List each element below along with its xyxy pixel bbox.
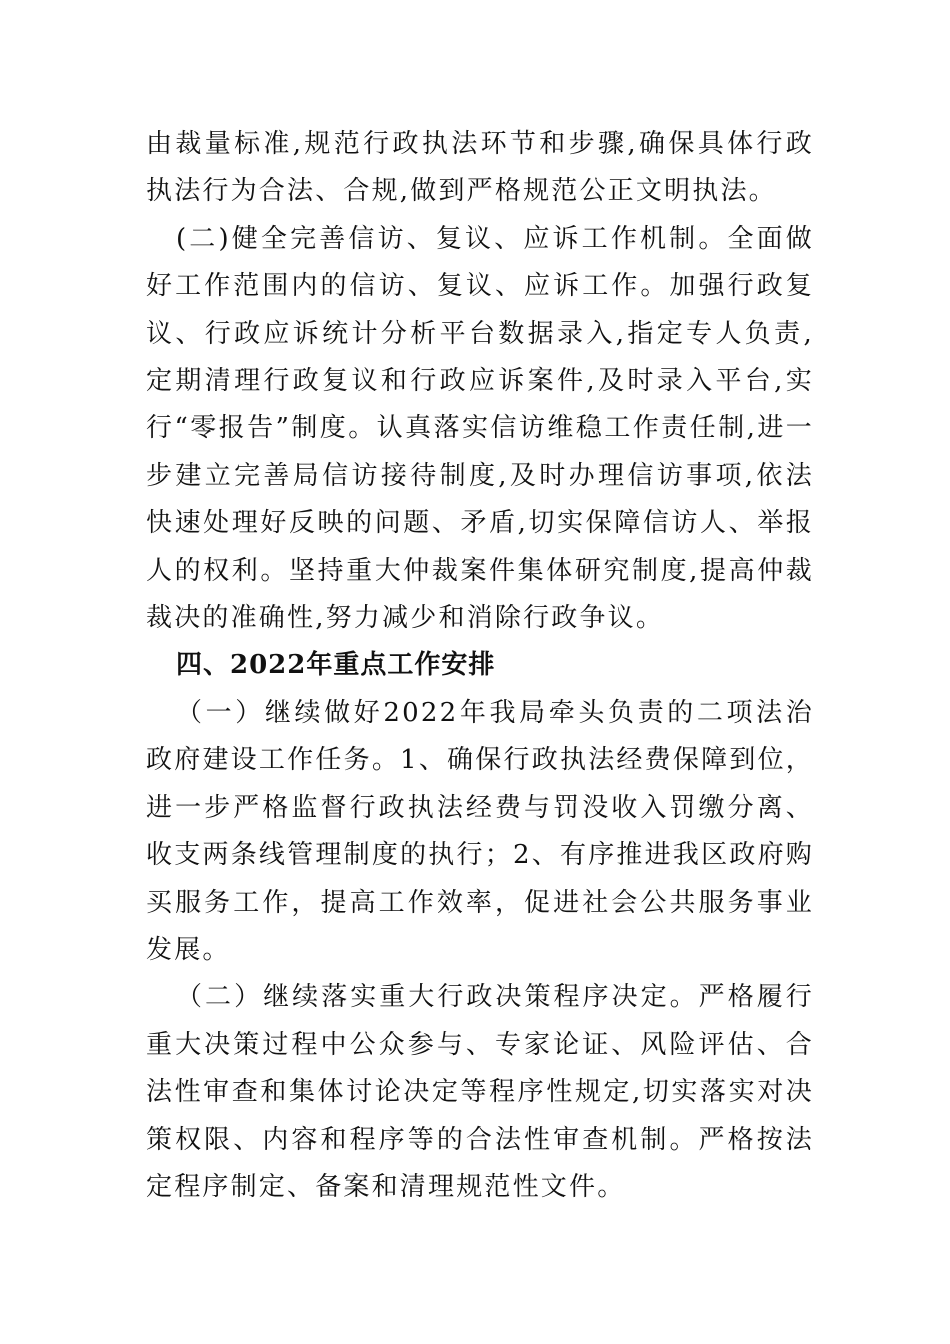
paragraph-petition-review-mechanism: (二)健全完善信访、复议、应诉工作机制。全面做好工作范围内的信访、复议、应诉工作。加强行政复议、行政应诉统计分析平台数据录入,指定专人负责,定期清理行政复议和行政应诉案件,及时录入平台,实行“零报告”制度。认真落实信访维稳工作责任制,进一步建立完善局信访接待制度,及时办理信访事项,依法快速处理好反映的问题、矛盾,切实保障信访人、举报人的权利。坚持重大仲裁案件集体研究制度,提高仲裁裁决的准确性,努力减少和消除行政争议。 [146, 223, 814, 634]
paragraph-rule-of-law-tasks: （一）继续做好2022年我局牵头负责的二项法治政府建设工作任务。1、确保行政执法经费保障到位，进一步严格监督行政执法经费与罚没收入罚缴分离、收支两条线管理制度的执行；2、有序推进我区政府购买服务工作，提高工作效率，促进社会公共服务事业发展。 [146, 697, 814, 965]
paragraph-major-decision-procedure: （二）继续落实重大行政决策程序决定。严格履行重大决策过程中公众参与、专家论证、风险评估、合法性审查和集体讨论决定等程序性规定,切实落实对决策权限、内容和程序等的合法性审查机制。严格按法定程序制定、备案和清理规范性文件。 [146, 982, 814, 1202]
section-heading-2022-key-work: 四、2022年重点工作安排 [176, 650, 496, 681]
paragraph-continuation: 由裁量标准,规范行政执法环节和步骤,确保具体行政执法行为合法、合规,做到严格规范公正文明执法。 [146, 129, 814, 207]
document-body [146, 121, 814, 1211]
